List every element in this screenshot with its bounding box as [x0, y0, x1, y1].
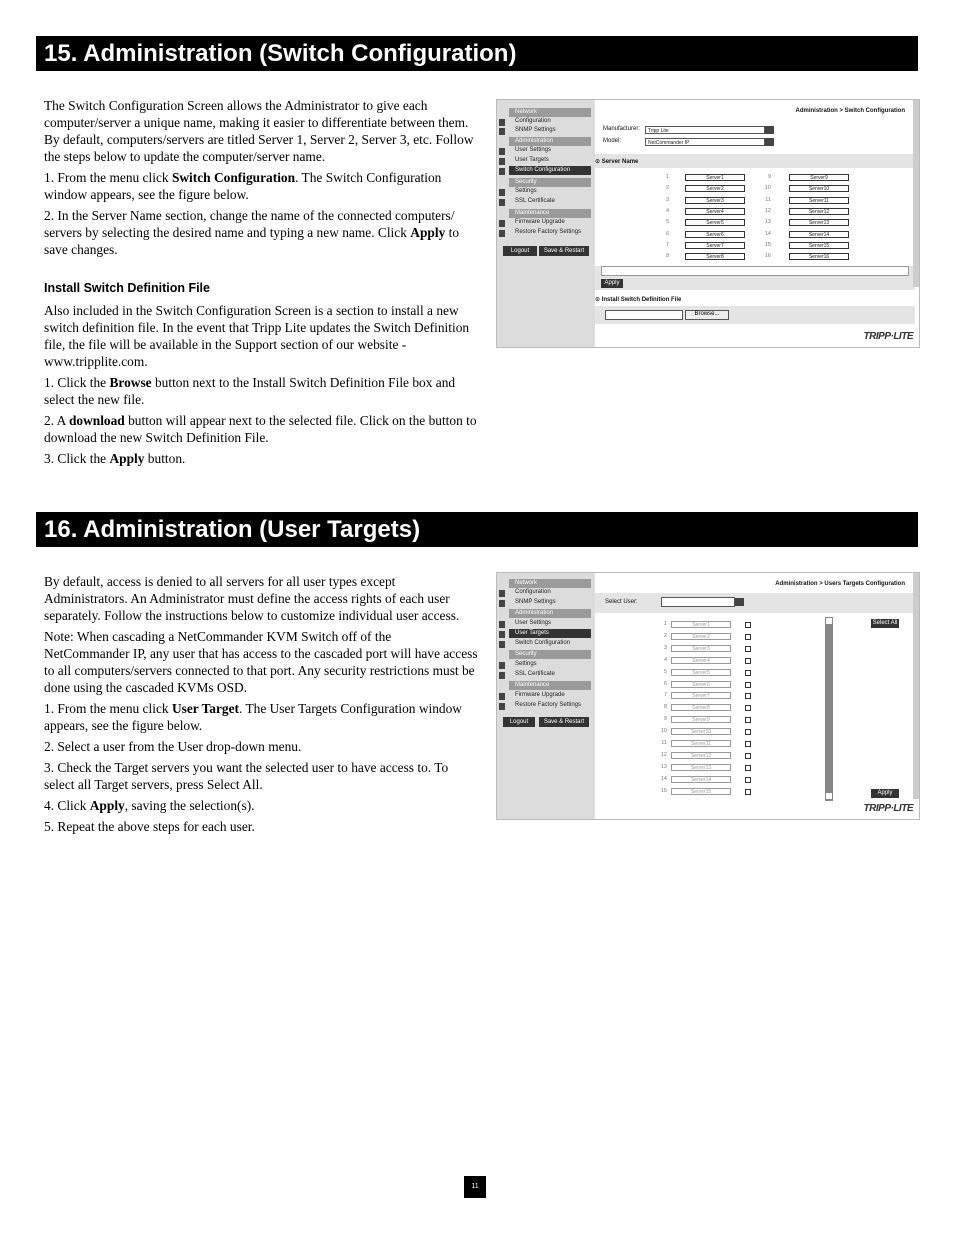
sec15-step-2: 2. In the Server Name section, change the name of the connected computers/ servers by selecting the desired name and typing a new name. Click Apply to save changes. [44, 208, 460, 257]
target-server-field: Server8 [671, 704, 731, 711]
apply-button[interactable]: Apply [871, 789, 899, 798]
section-15-text [44, 97, 480, 471]
install-definition-subhead: Install Switch Definition File [44, 281, 210, 295]
target-checkbox[interactable] [745, 646, 751, 652]
dropdown-icon[interactable] [765, 126, 774, 134]
menu-item-switch-config[interactable]: Switch Configuration [509, 166, 591, 175]
menu-group-administration: Administration [509, 137, 591, 146]
server-name-field[interactable]: Server11 [789, 197, 849, 204]
menu-item-configuration[interactable]: Configuration [515, 589, 551, 595]
arrow-icon [499, 590, 505, 597]
server-name-field[interactable]: Server12 [789, 208, 849, 215]
menu-group-security: Security [509, 650, 591, 659]
select-all-button[interactable]: Select All [872, 620, 898, 626]
select-user-label: Select User: [605, 599, 638, 605]
server-name-field[interactable]: Server3 [685, 197, 745, 204]
server-number: 13 [764, 219, 771, 226]
target-server-field: Server5 [671, 669, 731, 676]
breadcrumb: Administration > Users Targets Configuration [775, 581, 905, 587]
target-number: 2 [663, 632, 667, 639]
tripp-lite-logo: TRIPP·LITE [863, 803, 913, 814]
menu-item-restore[interactable]: Restore Factory Settings [515, 229, 582, 235]
server-number: 8 [665, 253, 669, 260]
model-field[interactable]: NetCommander IP [645, 138, 765, 146]
target-server-field: Server4 [671, 657, 731, 664]
target-number: 8 [663, 704, 667, 711]
menu-group-maintenance: Maintenance [509, 209, 591, 218]
menu-item-settings[interactable]: Settings [515, 661, 537, 667]
user-targets-screenshot [496, 572, 920, 820]
list-scrollbar[interactable] [825, 617, 833, 801]
target-server-field: Server11 [671, 740, 731, 747]
logout-button[interactable]: Logout [503, 717, 535, 727]
server-name-field[interactable]: Server2 [685, 185, 745, 192]
sec15-install-intro: Also included in the Switch Configuration Screen is a section to install a new switch definition file. In the event that Tripp Lite updates the Switch Definition file, the file will be available in the Support section of our website - www.tripplite.com. [44, 303, 470, 369]
arrow-icon [499, 631, 505, 638]
menu-item-snmp[interactable]: SNMP Settings [515, 599, 556, 605]
target-checkbox[interactable] [745, 753, 751, 759]
arrow-icon [499, 189, 505, 196]
menu-item-ssl[interactable]: SSL Certificate [515, 671, 555, 677]
target-server-field: Server1 [671, 621, 731, 628]
arrow-icon [499, 672, 505, 679]
arrow-icon [499, 693, 505, 700]
server-number: 6 [665, 230, 669, 237]
server-number: 3 [665, 196, 669, 203]
breadcrumb: Administration > Switch Configuration [795, 108, 905, 114]
admin-sidebar [497, 573, 595, 819]
page-number: 11 [464, 1176, 486, 1198]
server-number: 16 [764, 253, 771, 260]
target-checkbox[interactable] [745, 789, 751, 795]
target-server-field: Server7 [671, 692, 731, 699]
server-name-field[interactable]: Server7 [685, 242, 745, 249]
target-server-field: Server3 [671, 645, 731, 652]
menu-item-switch-config[interactable]: Switch Configuration [515, 640, 571, 646]
server-number: 11 [765, 196, 771, 203]
sec15-step-1: 1. From the menu click Switch Configuration. The Switch Configuration window appears, see the figure below. [44, 170, 442, 202]
server-name-field[interactable]: Server15 [789, 242, 849, 249]
server-number: 12 [764, 207, 771, 214]
arrow-icon [499, 128, 505, 135]
arrow-icon [499, 199, 505, 206]
target-checkbox[interactable] [745, 634, 751, 640]
browse-button[interactable]: Browse... [685, 310, 729, 320]
target-number: 1 [663, 621, 667, 627]
menu-item-firmware[interactable]: Firmware Upgrade [515, 692, 565, 698]
section-15-title: 15. Administration (Switch Configuration) [36, 36, 918, 71]
target-server-field: Server15 [671, 788, 731, 795]
server-name-field[interactable]: Server16 [789, 253, 849, 260]
server-name-label: ⊙ Server Name [595, 159, 639, 165]
target-checkbox[interactable] [745, 765, 751, 771]
arrow-icon [499, 662, 505, 669]
apply-button[interactable]: Apply [601, 279, 623, 288]
target-number: 4 [663, 656, 667, 663]
server-name-header [595, 154, 915, 168]
save-restart-button[interactable]: Save & Restart [539, 717, 589, 727]
tripp-lite-logo: TRIPP·LITE [863, 331, 913, 342]
dropdown-icon[interactable] [735, 598, 744, 606]
server-name-field[interactable]: Server10 [789, 185, 849, 192]
sec16-step-2: 2. Select a user from the User drop-down menu. [44, 739, 302, 754]
sec16-note: Note: When cascading a NetCommander KVM Switch off of the NetCommander IP, any user that has access to the cascaded port will have access to all computers/servers connected to that port. Any security restrictions must be done using the cascaded KVMs OSD. [44, 629, 478, 695]
target-checkbox[interactable] [745, 693, 751, 699]
arrow-icon [499, 600, 505, 607]
sec16-step-1: 1. From the menu click User Target. The User Targets Configuration window appears, see the figure below. [44, 701, 462, 733]
target-server-field: Server14 [671, 776, 731, 783]
menu-item-user-targets[interactable]: User Targets [515, 157, 549, 163]
vertical-scrollbar[interactable] [913, 573, 919, 799]
target-checkbox[interactable] [745, 658, 751, 664]
select-user-row [595, 593, 915, 613]
sec15-install-step-1: 1. Click the Browse button next to the Install Switch Definition File box and select the new file. [44, 375, 456, 407]
switch-config-screenshot [496, 99, 920, 348]
server-number: 15 [764, 241, 771, 248]
target-number: 13 [660, 763, 667, 770]
target-number: 12 [660, 751, 667, 758]
logout-button[interactable]: Logout [503, 246, 537, 256]
target-checkbox[interactable] [745, 705, 751, 711]
arrow-icon [499, 621, 505, 628]
menu-group-security: Security [509, 178, 591, 187]
manufacturer-field[interactable]: Tripp Lite [645, 126, 765, 134]
target-number: 7 [663, 692, 667, 699]
server-number: 14 [764, 230, 771, 237]
target-number: 6 [663, 680, 667, 687]
server-name-field[interactable]: Server6 [685, 231, 745, 238]
server-number: 4 [665, 207, 669, 214]
server-name-field[interactable]: Server5 [685, 219, 745, 226]
server-name-field[interactable]: Server9 [789, 174, 849, 181]
menu-item-user-settings[interactable]: User Settings [515, 620, 552, 626]
scroll-down-icon[interactable] [826, 793, 832, 799]
target-checkbox[interactable] [745, 670, 751, 676]
menu-item-restore[interactable]: Restore Factory Settings [515, 702, 582, 708]
admin-sidebar [497, 100, 595, 347]
server-name-field[interactable]: Server13 [789, 219, 849, 226]
target-number: 10 [660, 728, 667, 735]
vertical-scrollbar[interactable] [913, 100, 919, 287]
sec15-install-step-3: 3. Click the Apply button. [44, 451, 186, 466]
user-targets-main [595, 573, 919, 819]
section-16-title: 16. Administration (User Targets) [36, 512, 918, 547]
server-name-field[interactable]: Server1 [685, 174, 745, 181]
server-number: 2 [665, 185, 669, 192]
target-checkbox[interactable] [745, 741, 751, 747]
server-number: 10 [764, 185, 771, 192]
target-checkbox[interactable] [745, 622, 751, 628]
target-server-field: Server13 [671, 764, 731, 771]
arrow-icon [499, 119, 505, 126]
target-number: 15 [660, 787, 667, 794]
menu-group-administration: Administration [509, 609, 591, 618]
arrow-icon [499, 641, 505, 648]
scroll-up-icon[interactable] [826, 618, 832, 624]
target-number: 14 [660, 775, 667, 782]
menu-item-user-settings[interactable]: User Settings [515, 147, 552, 153]
target-server-field: Server2 [671, 633, 731, 640]
file-path-input[interactable] [605, 310, 683, 320]
menu-item-user-targets[interactable]: User Targets [509, 629, 591, 638]
target-checkbox[interactable] [745, 682, 751, 688]
arrow-icon [499, 220, 505, 227]
sec16-step-3: 3. Check the Target servers you want the selected user to have access to. To select all Target servers, press Select All. [44, 760, 449, 792]
target-number: 9 [663, 716, 667, 723]
sec16-step-5: 5. Repeat the above steps for each user. [44, 819, 255, 834]
target-server-field: Server6 [671, 681, 731, 688]
install-definition-label: ⊙ Install Switch Definition File [595, 297, 682, 303]
target-server-field: Server10 [671, 728, 731, 735]
target-number: 5 [663, 668, 667, 675]
arrow-icon [499, 703, 505, 710]
dropdown-icon[interactable] [765, 138, 774, 146]
select-user-dropdown[interactable] [661, 597, 735, 607]
menu-item-settings[interactable]: Settings [515, 188, 537, 194]
arrow-icon [499, 148, 505, 155]
menu-item-snmp[interactable]: SNMP Settings [515, 127, 556, 133]
save-restart-button[interactable]: Save & Restart [539, 246, 589, 256]
server-name-field[interactable]: Server14 [789, 231, 849, 238]
target-checkbox[interactable] [745, 729, 751, 735]
model-label: Model: [603, 138, 622, 144]
arrow-icon [499, 158, 505, 165]
arrow-icon [499, 230, 505, 237]
manufacturer-label: Manufacturer: [603, 126, 641, 132]
target-number: 11 [661, 740, 667, 746]
section-16-text [44, 573, 480, 839]
server-name-field[interactable]: Server4 [685, 208, 745, 215]
menu-group-maintenance: Maintenance [509, 681, 591, 690]
server-number: 1 [665, 174, 669, 180]
server-number: 5 [665, 219, 669, 226]
target-number: 3 [663, 644, 667, 651]
target-checkbox[interactable] [745, 717, 751, 723]
server-number: 7 [665, 241, 669, 248]
menu-group-network: Network [509, 579, 591, 588]
arrow-icon [499, 168, 505, 175]
sec16-step-4: 4. Click Apply, saving the selection(s). [44, 798, 255, 813]
sec15-intro: The Switch Configuration Screen allows the Administrator to give each computer/server a unique name, making it easier to differentiate between them. By default, computers/servers are titled Server 1, Server 2, Server 3, etc. Follow the steps below to update the computer/server name. [44, 98, 474, 164]
server-name-field[interactable]: Server8 [685, 253, 745, 260]
target-server-field: Server12 [671, 752, 731, 759]
sec15-install-step-2: 2. A download button will appear next to the selected file. Click on the button to download the new Switch Definition File. [44, 413, 477, 445]
menu-item-firmware[interactable]: Firmware Upgrade [515, 219, 565, 225]
menu-item-ssl[interactable]: SSL Certificate [515, 198, 555, 204]
target-server-field: Server9 [671, 716, 731, 723]
sec16-intro: By default, access is denied to all servers for all user types except Administrators. An Administrator must define the access rights of each user separately. Follow the instructions below to customize individual user access. [44, 574, 460, 623]
target-checkbox[interactable] [745, 777, 751, 783]
server-number: 9 [767, 174, 771, 180]
menu-group-network: Network [509, 108, 591, 117]
menu-item-configuration[interactable]: Configuration [515, 118, 551, 124]
switch-config-main [595, 100, 919, 347]
horizontal-scrollbar[interactable] [601, 266, 909, 276]
